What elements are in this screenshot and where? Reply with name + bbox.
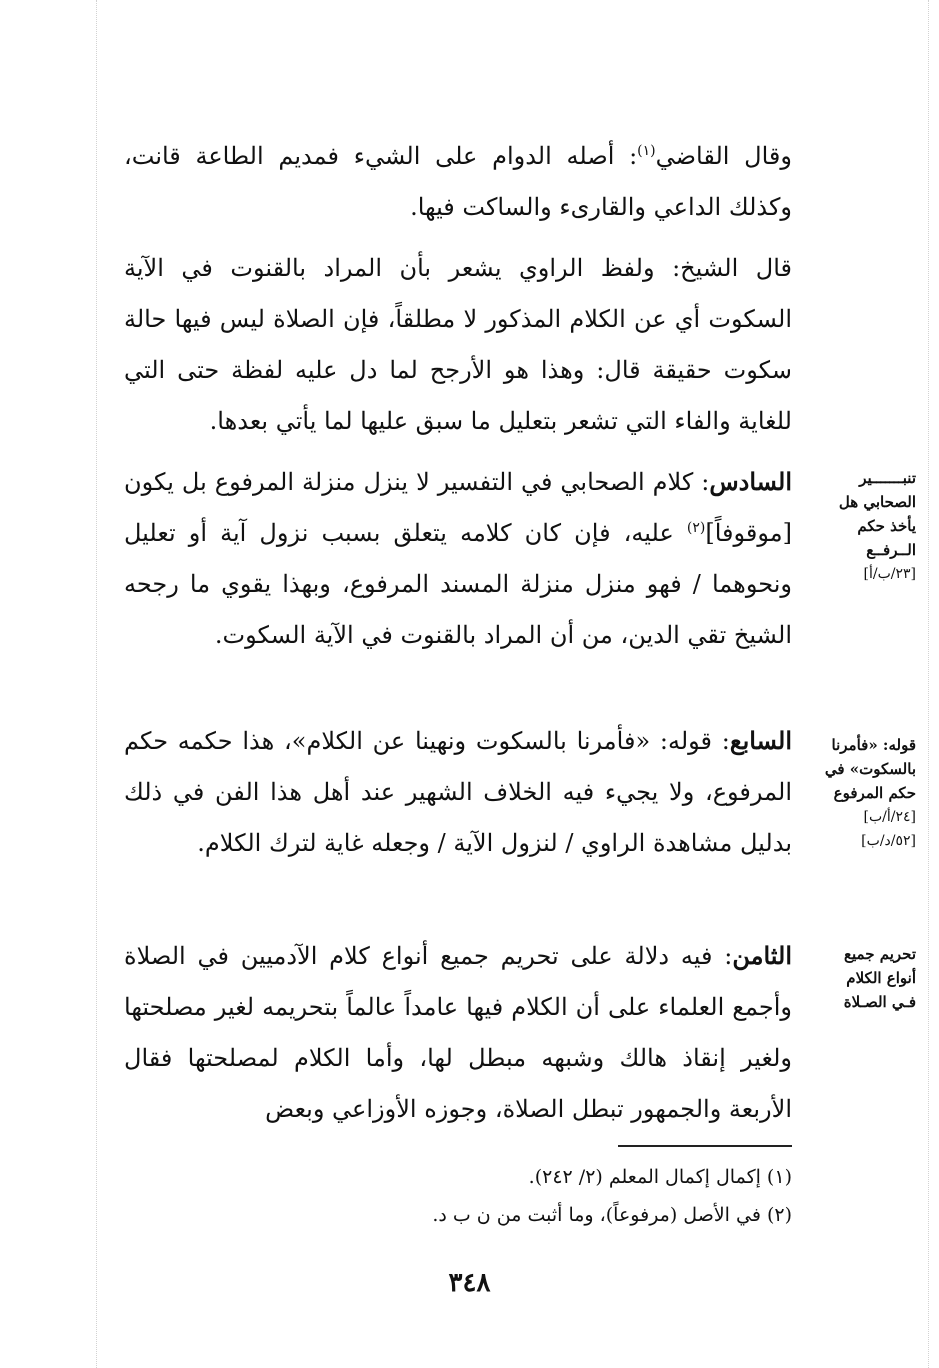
scan-artifact-line — [928, 0, 929, 1368]
paragraph-text: وقال القاضي — [655, 142, 792, 170]
margin-note-sahabi — [808, 466, 916, 586]
margin-note-line: فـي الصـلاة — [843, 993, 916, 1011]
margin-note-line: تنبـــــــير — [859, 469, 916, 487]
paragraph-text: : فيه دلالة على تحريم جميع أنواع كلام الآدميين في الصلاة وأجمع العلماء على أن الكلام فيها عامداً عالماً بتحريمه لغير مصلحتها ولغير إنقاذ هالك وشبهه مبطل لها، وأما الكلام لمصلحتها فقال الأربعة والجمهور تبطل الصلاة، وجوزه الأوزاعي وبعض — [124, 942, 792, 1123]
margin-note-famarna — [808, 733, 916, 853]
footnote-divider — [618, 1145, 792, 1147]
margin-note-line: قوله: «فأمرنا — [831, 736, 916, 754]
footnote-ref-1: (١) — [637, 143, 656, 159]
paragraph-seventh — [124, 715, 792, 869]
paragraph-text: عليه، فإن كان كلامه يتعلق بسبب نزول آية أو تعليل ونحوهما / فهو منزل منزلة المسند المرفوع، وبهذا يقوي ما رجحه الشيخ تقي الدين، من أن المراد بالقنوت في الآية السكوت. — [124, 519, 792, 649]
margin-note-line: الصحابي هل — [838, 493, 916, 511]
paragraph-lead: السابع — [729, 726, 792, 755]
manuscript-ref: [٢٣/ب/أ] — [863, 566, 916, 582]
paragraph-shaykh — [124, 243, 792, 447]
paragraph-text: قال الشيخ: ولفظ الراوي يشعر بأن المراد بالقنوت في الآية السكوت أي عن الكلام المذكور لا مطلقاً، فإن الصلاة ليس فيها حالة سكوت حقيقة قال: وهذا هو الأرجح لما دل عليه لفظة حتى التي للغاية والفاء التي تشعر بتعليل ما سبق عليها لما يأتي بعدها. — [124, 254, 792, 435]
paragraph-sixth — [124, 456, 792, 661]
manuscript-ref: [٢٤/أ/ب] — [863, 809, 916, 825]
paragraph-lead: الثامن — [732, 941, 792, 970]
margin-note-line: حكم المرفوع — [833, 784, 916, 802]
paragraph-qadi — [124, 131, 792, 233]
manuscript-ref: [٥٢/د/ب] — [861, 833, 916, 849]
footnote-ref-2: (٢) — [686, 520, 706, 536]
paragraph-text: : كلام الصحابي في التفسير لا ينزل منزلة المرفوع بل يكون [موقوفاً] — [124, 468, 792, 547]
paragraph-text: : قوله: «فأمرنا بالسكوت ونهينا عن الكلام»، هذا حكمه حكم المرفوع، ولا يجيء فيه الخلاف الشهير عند أهل هذا الفن في ذلك بدليل مشاهدة الراوي / لنزول الآية / وجعله غاية لترك الكلام. — [124, 727, 792, 857]
paragraph-lead: السادس — [709, 467, 793, 496]
margin-note-line: يأخذ حكم — [857, 517, 916, 535]
margin-note-tahrim — [808, 942, 916, 1014]
footnotes — [300, 1158, 792, 1234]
margin-note-line: أنواع الكلام — [846, 969, 916, 987]
margin-note-line: الــرفــع — [866, 541, 916, 559]
margin-note-line: بالسكوت» في — [824, 760, 916, 778]
margin-note-line: تحريم جميع — [844, 945, 916, 963]
footnote-2: (٢) في الأصل (مرفوعاً)، وما أثبت من ن ب د. — [432, 1204, 792, 1226]
paragraph-text: : أصله الدوام على الشيء فمديم الطاعة قانت، وكذلك الداعي والقارىء والساكت فيها. — [124, 142, 792, 221]
paragraph-eighth — [124, 930, 792, 1135]
footnote-1: (١) إكمال إكمال المعلم (٢/ ٢٤٢). — [528, 1166, 792, 1188]
scan-artifact-line — [96, 0, 97, 1368]
page-number: ٣٤٨ — [448, 1268, 491, 1298]
